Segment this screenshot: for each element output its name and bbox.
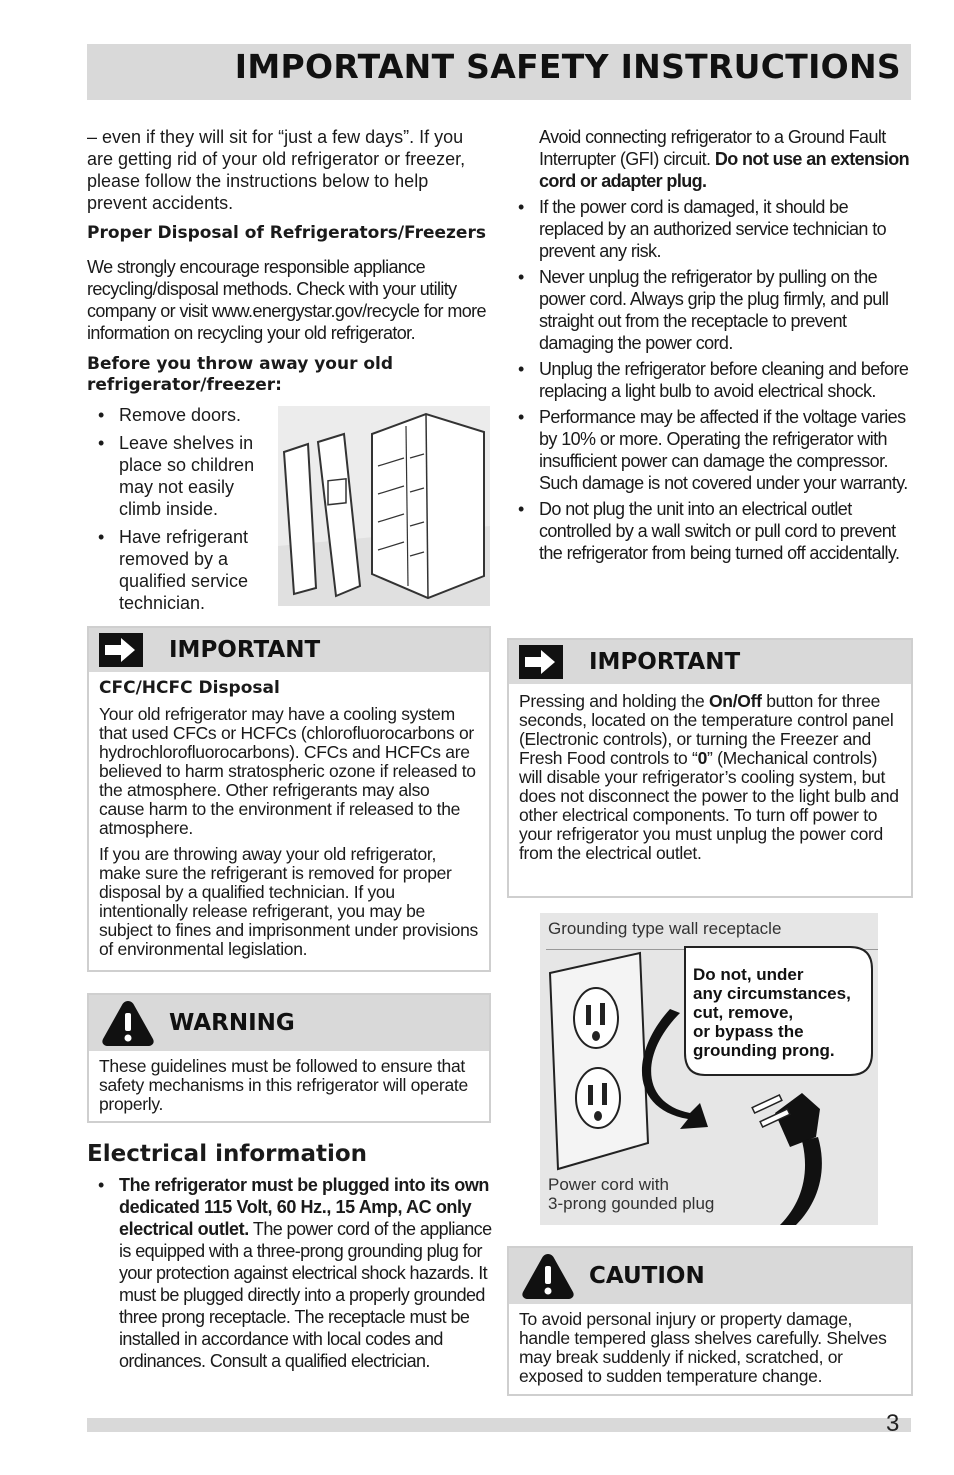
callout-line: grounding prong. (693, 1041, 835, 1060)
disposal-steps (87, 404, 267, 614)
important-box-body (509, 684, 911, 876)
list-item: • Performance may be affected if the voltage varies by 10% or more. Operating the refrigerator with insufficient power can damage the compressor. Such damage is not covered under your warranty. (507, 406, 913, 494)
warning-title: WARNING (169, 1010, 295, 1036)
caution-title: CAUTION (589, 1263, 705, 1289)
list-item: • Have refrigerant removed by a qualified service technician. (87, 526, 267, 614)
figure-caption-bottom (548, 1175, 714, 1213)
electrical-section (87, 1140, 492, 1372)
caution-box-header (509, 1248, 911, 1304)
callout-line: Do not, under (693, 965, 804, 984)
caution-box-body (509, 1304, 911, 1399)
cfc-para-2: If you are throwing away your old refrigerator, make sure the refrigerant is removed for proper disposal by a qualified technician. If you intentionally release refrigerant, you may be subject to fines and imprisonment under provisions of environmental legislation. (99, 844, 478, 959)
onoff-text-3: ” (Mechanical controls) will disable your refrigerator’s cooling system, but does not disconnect the power to the light bulb and other electrical components. To turn off power to your refrigerator you must unplug the power cord from the electrical outlet. (519, 748, 899, 863)
grounding-receptacle-figure (540, 913, 878, 1225)
arrow-right-icon (99, 633, 143, 667)
onoff-paragraph (519, 692, 901, 863)
footer-bar (87, 1418, 911, 1432)
important-title: IMPORTANT (169, 637, 321, 663)
warning-box-body (89, 1051, 489, 1127)
grounding-callout (693, 965, 851, 1060)
gfi-text: Avoid connecting refrigerator to a Ground Fault Interrupter (GFI) circuit. (539, 127, 886, 169)
warning-text: These guidelines must be followed to ensure that safety mechanisms in this refrigerator will operate properly. (99, 1056, 468, 1114)
caption-line: Power cord with (548, 1175, 669, 1194)
onoff-text-1: Pressing and holding the (519, 691, 709, 711)
warning-box-header (89, 995, 489, 1051)
list-item (87, 1174, 492, 1372)
important-box-body (89, 672, 489, 972)
caution-box (507, 1246, 913, 1396)
intro-text: – even if they will sit for “just a few days”. If you are getting rid of your old refrigerator or freezer, please follow the instructions below to help prevent accidents. (87, 127, 466, 213)
zero-bold: 0 (697, 748, 708, 768)
page-number: 3 (886, 1410, 900, 1437)
electrical-text: The power cord of the appliance is equipped with a three-prong grounding plug for your protection against electrical shock hazards. It must be plugged directly into a properly grounded three prong receptacle. The receptacle must be installed in accordance with local codes and ordinances. Consult a qualified electrician. (119, 1219, 492, 1371)
right-column (507, 126, 913, 564)
important-box-header (89, 628, 489, 672)
arrow-right-icon (519, 645, 563, 679)
electrical-bold: The refrigerator must be plugged into its own dedicated 115 Volt, 60 Hz., 15 Amp, AC only electrical outlet. (119, 1175, 490, 1239)
page-header (87, 44, 911, 100)
gfi-paragraph (507, 126, 913, 192)
cfc-para-1: Your old refrigerator may have a cooling system that used CFCs or HCFCs (chlorofluorocarbons or hydrochlorofluorocarbons). CFCs and HCFCs are believed to harm stratospheric ozone if released to the atmosphere. Other refrigerants may also cause harm to the environment if released to the atmosphere. (99, 704, 476, 838)
cfc-subheading: CFC/HCFC Disposal (99, 678, 280, 698)
disposal-heading: Proper Disposal of Refrigerators/Freezers (87, 223, 486, 243)
onoff-bold: On/Off (709, 691, 762, 711)
list-item: • Never unplug the refrigerator by pulling on the power cord. Always grip the plug firmly, and pull straight out from the receptacle to prevent damaging the power cord. (507, 266, 913, 354)
caution-triangle-icon (521, 1252, 575, 1300)
list-item: • Unplug the refrigerator before cleaning and before replacing a light bulb to avoid electrical shock. (507, 358, 913, 402)
disposal-text: We strongly encourage responsible appliance recycling/disposal methods. Check with your utility company or visit www.energystar.gov/recycle for more information on recycling your old refrigerator. (87, 257, 486, 343)
important-title: IMPORTANT (589, 649, 741, 675)
callout-line: cut, remove, (693, 1003, 794, 1022)
figure-caption-top: Grounding type wall receptacle (548, 919, 782, 938)
list-item: • Remove doors. (87, 404, 267, 426)
electrical-list (87, 1174, 492, 1372)
list-item: • Leave shelves in place so children may not easily climb inside. (87, 432, 267, 520)
important-box-power (507, 638, 913, 898)
refrigerator-doors-removed-illustration (278, 406, 490, 606)
electrical-bullets (507, 196, 913, 564)
important-box-cfc (87, 626, 491, 972)
page-title: IMPORTANT SAFETY INSTRUCTIONS (234, 47, 901, 86)
caution-text: To avoid personal injury or property damage, handle tempered glass shelves carefully. Shelves may break suddenly if nicked, scratched, or exposed to sudden temperature change. (519, 1309, 887, 1386)
warning-triangle-icon (101, 999, 155, 1047)
gfi-bold: Do not use an extension cord or adapter plug. (539, 149, 910, 191)
caption-line: 3-prong gounded plug (548, 1194, 715, 1213)
callout-line: or bypass the (693, 1022, 804, 1041)
callout-line: any circumstances, (693, 984, 851, 1003)
list-item: • Do not plug the unit into an electrical outlet controlled by a wall switch or pull cord to prevent the refrigerator from being turned off accidentally. (507, 498, 913, 564)
important-box-header (509, 640, 911, 684)
list-item: • If the power cord is damaged, it should be replaced by an authorized service technician to prevent any risk. (507, 196, 913, 262)
onoff-text-2: button for three seconds, located on the temperature control panel (Electronic controls), or turning the Freezer and Fresh Food controls to “ (519, 691, 894, 768)
warning-box (87, 993, 491, 1123)
electrical-heading: Electrical information (87, 1141, 368, 1167)
before-heading: Before you throw away your old refrigerator/freezer: (87, 354, 394, 395)
